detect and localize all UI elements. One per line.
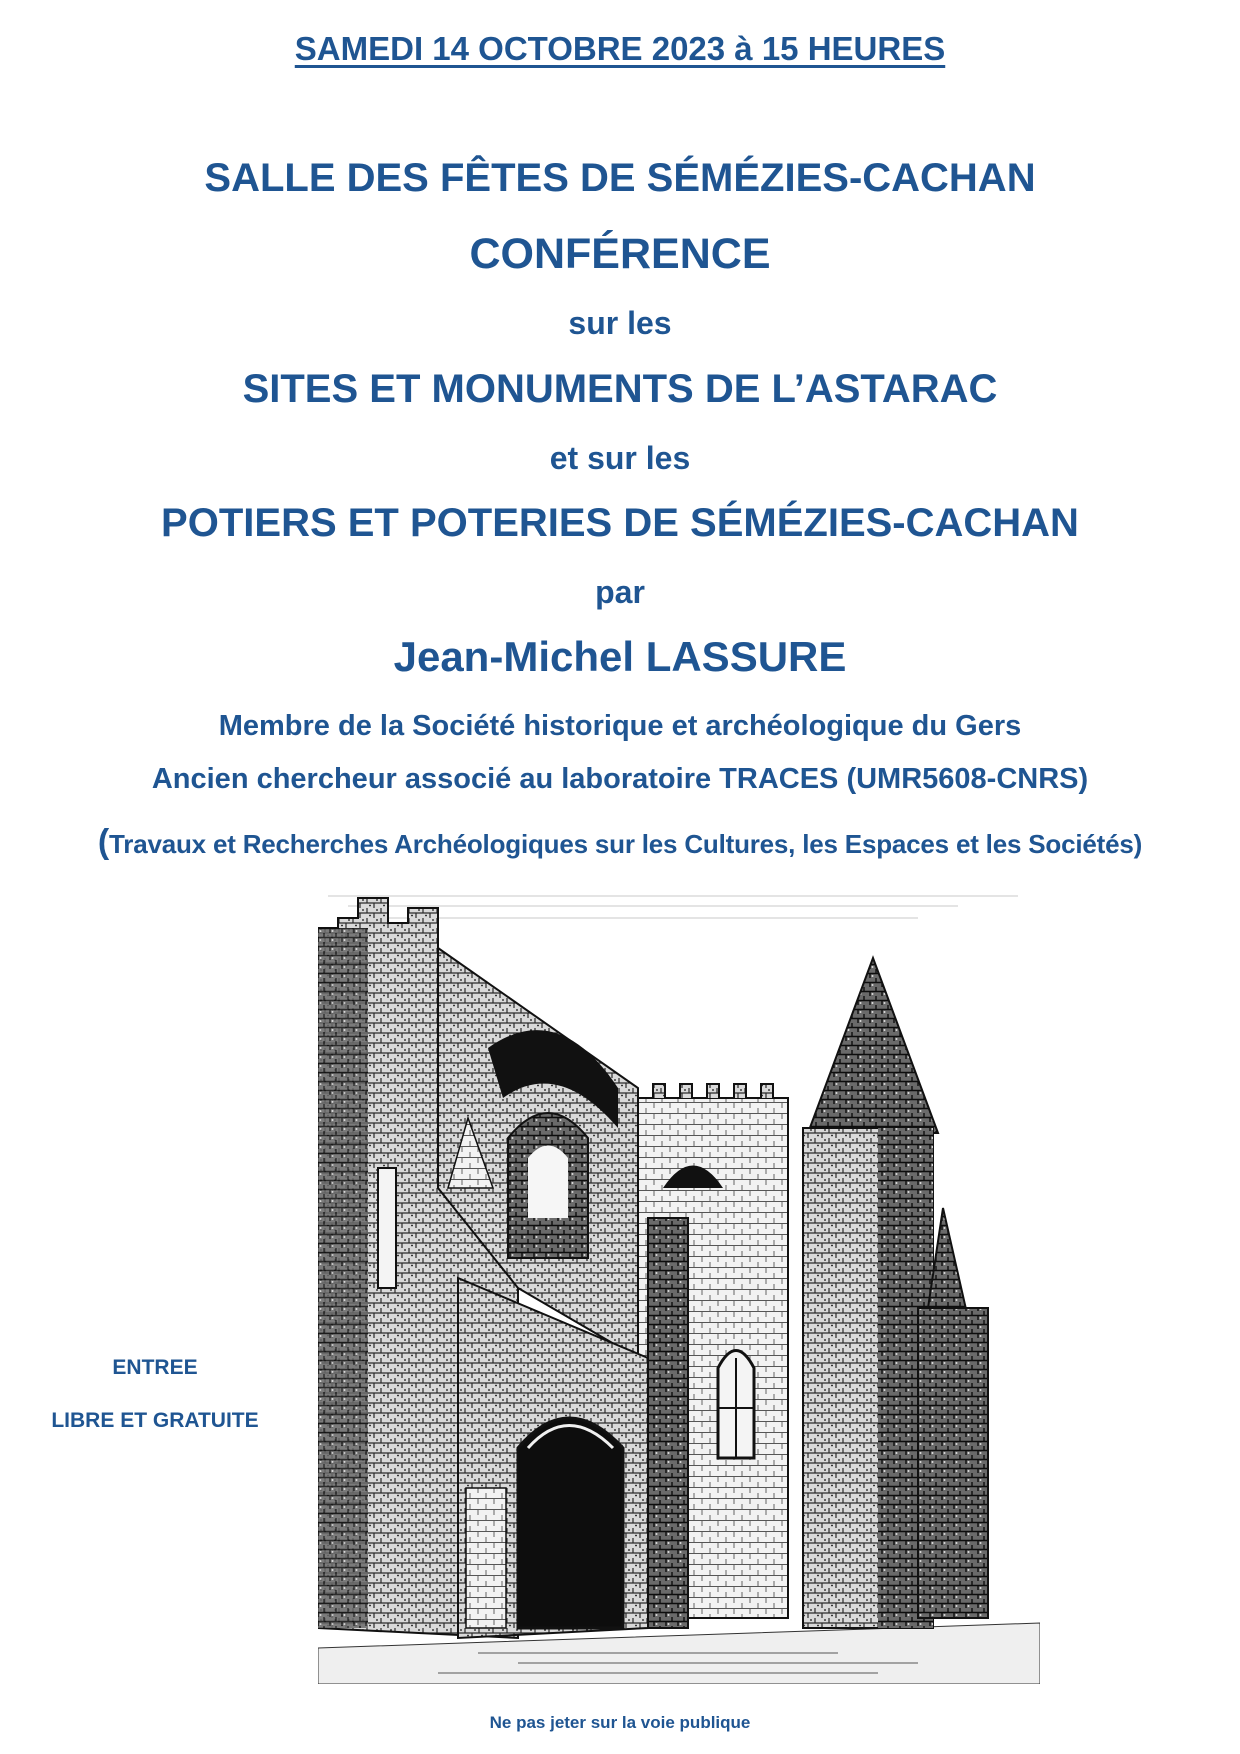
speaker-affiliation bbox=[0, 823, 1240, 862]
venue-title: SALLE DES FÊTES DE SÉMÉZIES-CACHAN bbox=[204, 156, 1036, 200]
speaker-name: Jean-Michel LASSURE bbox=[393, 633, 847, 680]
event-type-title: CONFÉRENCE bbox=[469, 230, 771, 278]
connector-text: sur les bbox=[568, 305, 672, 341]
topic-title: POTIERS ET POTERIES DE SÉMÉZIES-CACHAN bbox=[161, 501, 1079, 545]
speaker-affiliation: Ancien chercheur associé au laboratoire TRACES (UMR5608-CNRS) bbox=[151, 763, 1089, 795]
speaker-affiliation: Membre de la Société historique et archéologique du Gers bbox=[218, 710, 1022, 742]
topic-title: SITES ET MONUMENTS DE L’ASTARAC bbox=[242, 367, 998, 411]
connector-text: par bbox=[595, 574, 645, 610]
gothic-window bbox=[718, 1351, 754, 1459]
entry-label: ENTREE bbox=[112, 1356, 198, 1379]
affiliation-expansion: Travaux et Recherches Archéologiques sur les Cultures, les Espaces et les Sociétés) bbox=[109, 829, 1143, 859]
footer-notice: Ne pas jeter sur la voie publique bbox=[489, 1713, 751, 1732]
connector-text: et sur les bbox=[549, 440, 691, 476]
event-date-heading: SAMEDI 14 OCTOBRE 2023 à 15 HEURES bbox=[294, 30, 946, 67]
entry-price-label: LIBRE ET GRATUITE bbox=[51, 1409, 259, 1432]
spire-tower bbox=[803, 958, 988, 1628]
pillar-shadow bbox=[648, 1218, 688, 1628]
open-parenthesis: ( bbox=[97, 823, 110, 861]
church-ruins-illustration bbox=[318, 888, 1040, 1684]
